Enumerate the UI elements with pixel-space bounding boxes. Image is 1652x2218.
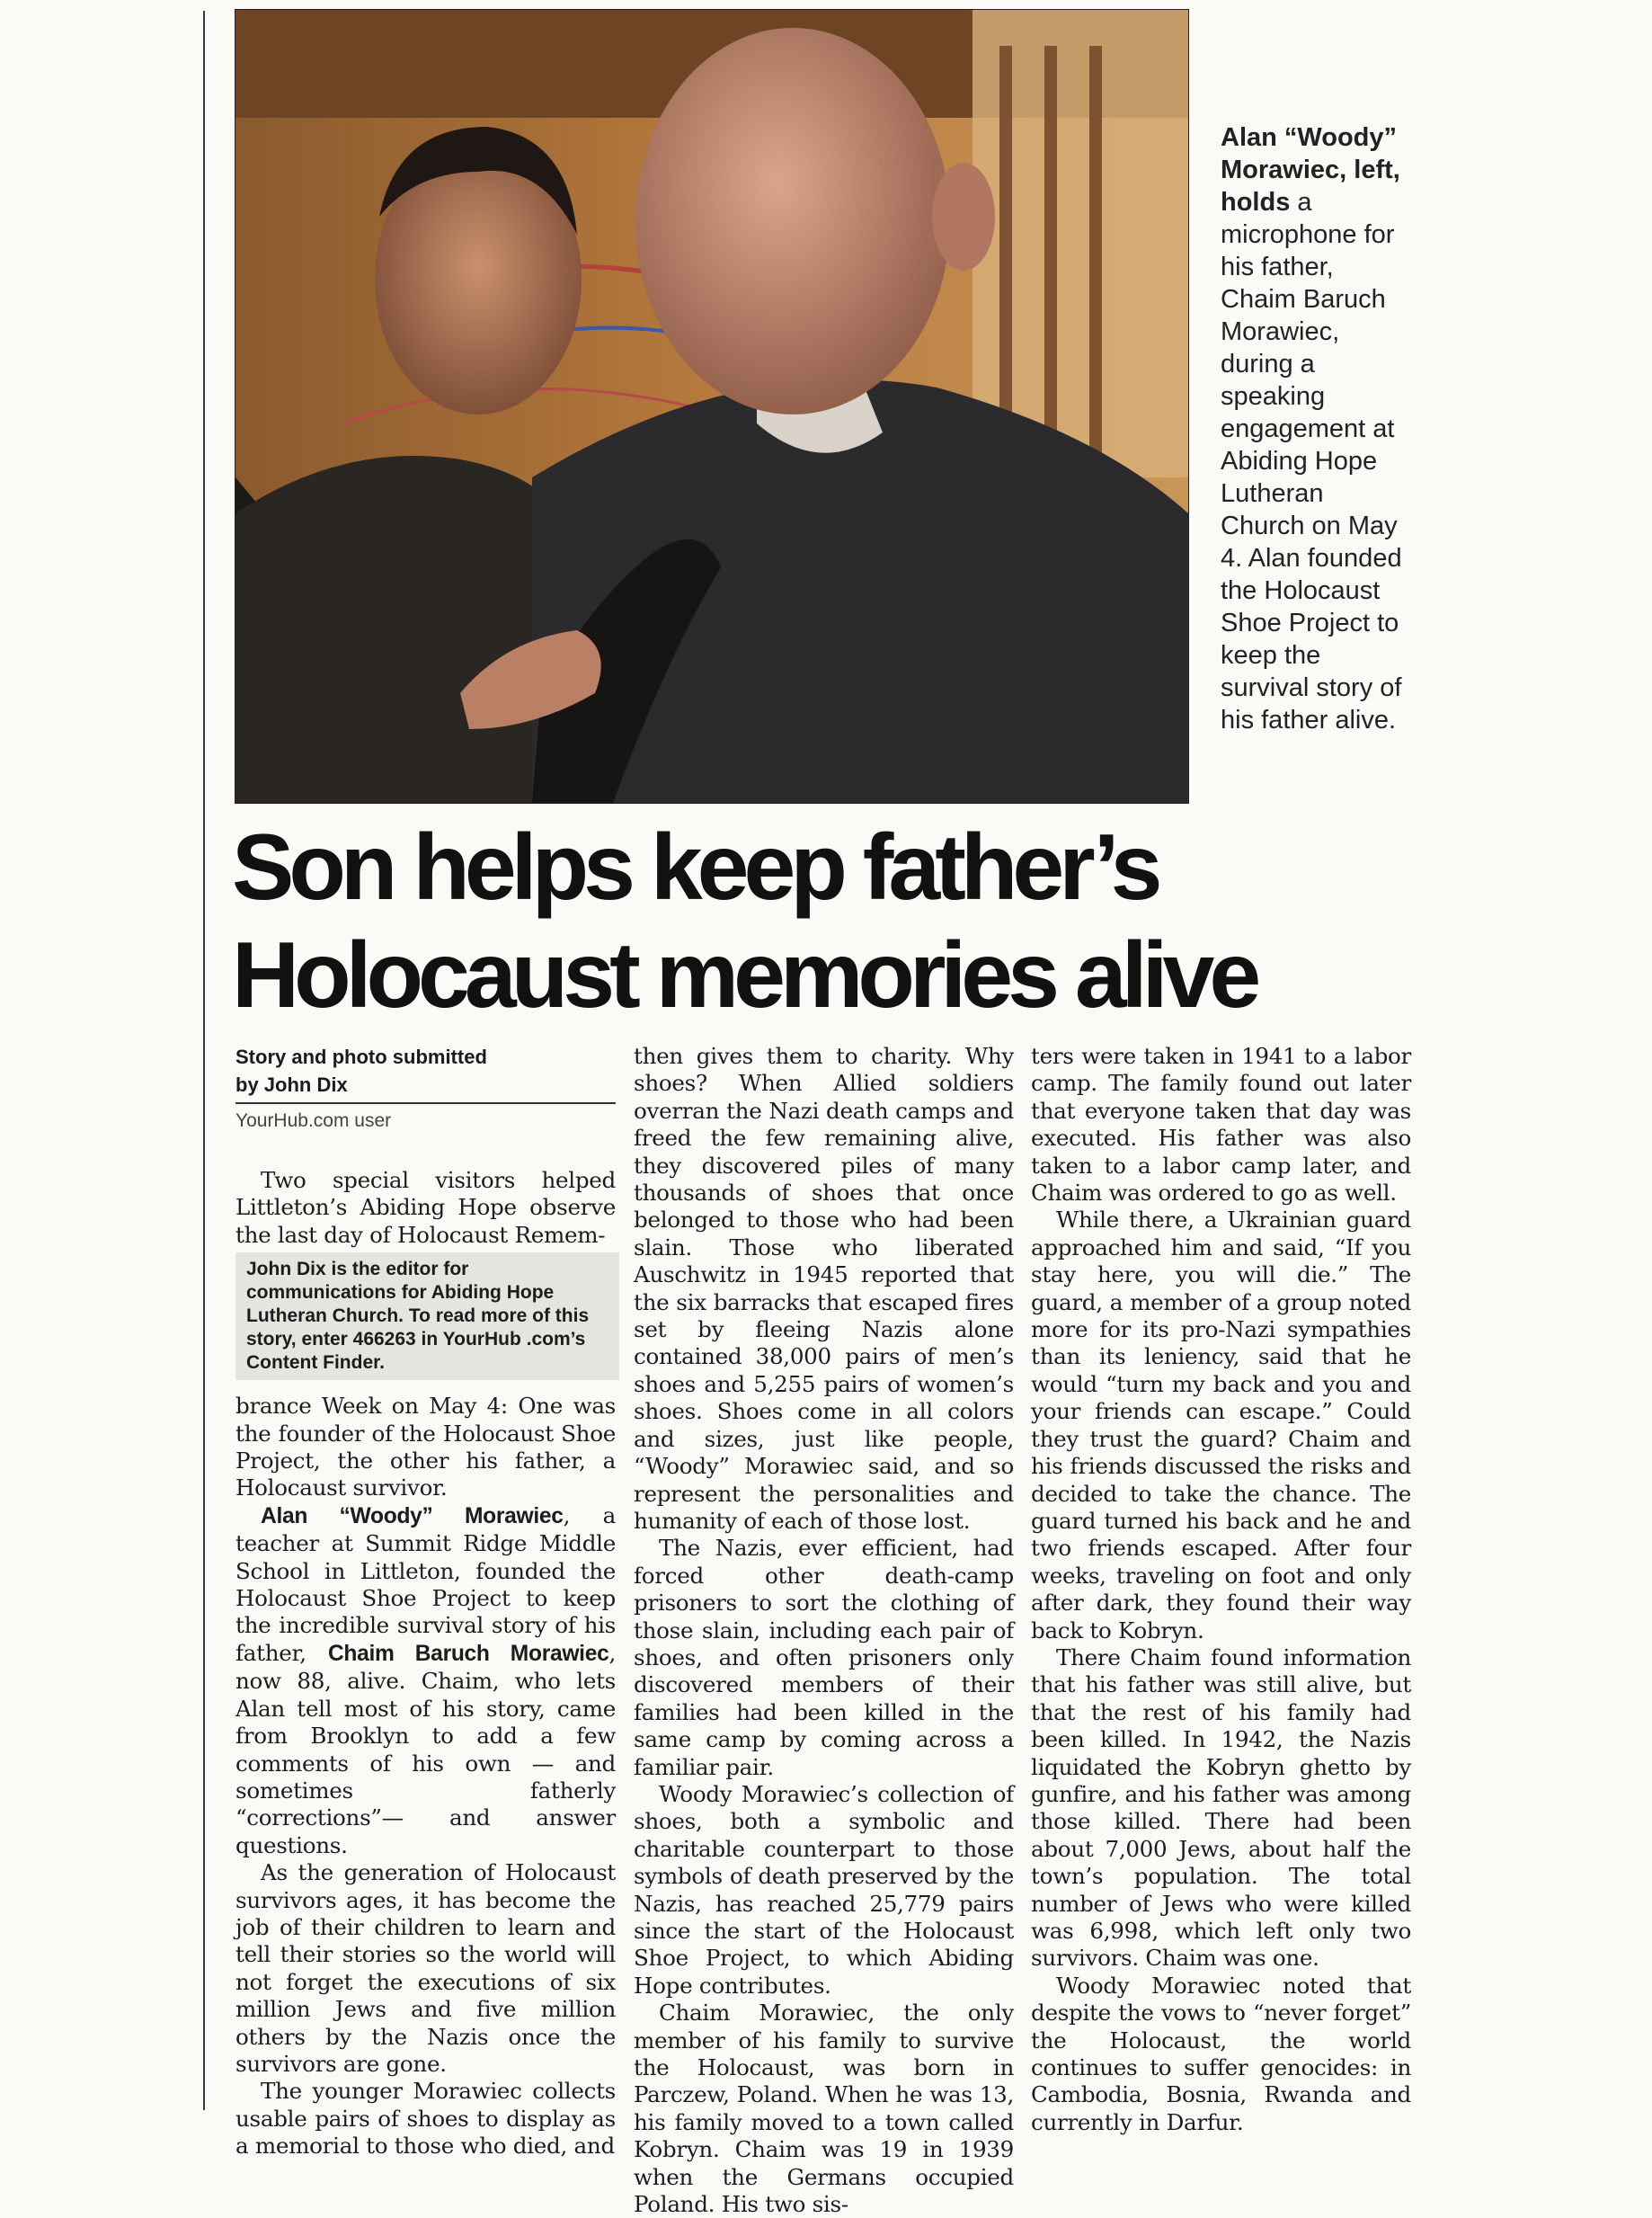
headline	[232, 814, 1391, 1029]
paragraph: Alan “Woody” Morawiec, a teacher at Summit Ridge Middle School in Littleton, founded the Holocaust Shoe Project to keep the incredible survival story of his father, Chaim Baruch Morawiec, now 88, alive. Chaim, who lets Alan tell most of his story, came from Brooklyn to add a few comments of his own — and sometimes fatherly “corrections”— and answer questions.	[235, 1501, 616, 1858]
author-infobox: John Dix is the editor for communications for Abiding Hope Lutheran Church. To read more of this story, enter 466263 in YourHub .com’s Content Finder.	[235, 1252, 619, 1380]
byline-line-1: Story and photo submitted	[235, 1046, 487, 1068]
paragraph: Woody Morawiec’s collection of shoes, both a symbolic and charitable counterpart to those symbols of death preserved by the Nazis, has reached 25,779 pairs since the start of the Holocaust Shoe Project, to which Abiding Hope contributes.	[634, 1780, 1014, 1999]
paragraph: brance Week on May 4: One was the founder of the Holocaust Shoe Project, the other his father, a Holocaust survivor.	[235, 1393, 616, 1501]
paragraph: Woody Morawiec noted that despite the vows to “never forget” the Holocaust, the world continues to suffer genocides: in Cambodia, Bosnia, Rwanda and currently in Darfur.	[1031, 1972, 1411, 2135]
paragraph: ters were taken in 1941 to a labor camp. The family found out later that everyone taken that day was executed. His father was also taken to a labor camp later, and Chaim was ordered to go as well.	[1031, 1043, 1411, 1207]
paragraph: The younger Morawiec collects usable pairs of shoes to display as a memorial to those who died, and	[235, 2078, 616, 2160]
paragraph: While there, a Ukrainian guard approached him and said, “If you stay here, you will die.” The guard, a member of a group noted more for its pro-Nazi sympathies than its leniency, said that he would “turn my back and you and your friends can escape.” Could they trust the guard? Chaim and his friends discussed the risks and decided to take the chance. The guard turned his back and he and two friends escaped. After four weeks, traveling on foot and only after dark, they found their way back to Kobryn.	[1031, 1207, 1411, 1643]
paragraph: then gives them to charity. Why shoes? When Allied soldiers overran the Nazi death camps and freed the few remaining alive, they discovered piles of many thousands of shoes that once belonged to those who had been slain. Those who liberated Auschwitz in 1945 reported that the six barracks that escaped fires set by fleeing Nazis alone contained 38,000 pairs of men’s shoes and 5,255 pairs of women’s shoes. Shoes come in all colors and sizes, just like people, “Woody” Morawiec said, and so represent the personalities and humanity of each of those lost.	[634, 1043, 1014, 1534]
caption-lead: Alan “Woody” Morawiec, left, holds	[1221, 123, 1400, 217]
headline-line-2: Holocaust memories alive	[232, 923, 1257, 1028]
person-name: Chaim Baruch Morawiec	[327, 1641, 609, 1666]
photo-caption	[1221, 121, 1414, 736]
paragraph: Two special visitors helped Littleton’s Abiding Hope observe the last day of Holocaust Remem-	[235, 1167, 616, 1248]
paragraph: The Nazis, ever efficient, had forced other death-camp prisoners to sort the clothing of those slain, including each pair of shoes, and often prisoners only discovered members of their families had been killed in the same camp by coming across a familiar pair.	[634, 1535, 1014, 1780]
byline-line-2: by John Dix	[235, 1073, 348, 1096]
paragraph: As the generation of Holocaust survivors ages, it has become the job of their children to learn and tell their stories so the world will not forget the executions of six million Jews and five million others by the Nazis once the survivors are gone.	[235, 1859, 616, 2077]
headline-line-1: Son helps keep father’s	[232, 815, 1158, 920]
column-rule	[203, 11, 205, 2110]
article-photo	[235, 9, 1189, 804]
caption-body: a microphone for his father, Chaim Baruch Morawiec, during a speaking engagement at Abiding Hope Lutheran Church on May 4. Alan founded the Holocaust Shoe Project to keep the survival story of his father alive.	[1221, 188, 1402, 735]
paragraph: Chaim Morawiec, the only member of his family to survive the Holocaust, was born in Parczew, Poland. When he was 13, his family moved to a town called Kobryn. Chaim was 19 in 1939 when the Germans occupied Poland. His two sis-	[634, 2000, 1014, 2218]
person-name: Alan “Woody” Morawiec	[261, 1503, 564, 1528]
paragraph: There Chaim found information that his father was still alive, but that the rest of his family had been killed. In 1942, the Nazis liquidated the Kobryn ghetto by gunfire, and his father was among those killed. There had been about 7,000 Jews, about half the town’s population. The total number of Jews who were killed was 6,998, which left only two survivors. Chaim was one.	[1031, 1643, 1411, 1972]
article-column-1	[235, 1043, 616, 2160]
byline-role: YourHub.com user	[235, 1102, 616, 1135]
byline	[235, 1043, 616, 1099]
article-column-2	[634, 1043, 1014, 2218]
article-column-3	[1031, 1043, 1411, 2136]
